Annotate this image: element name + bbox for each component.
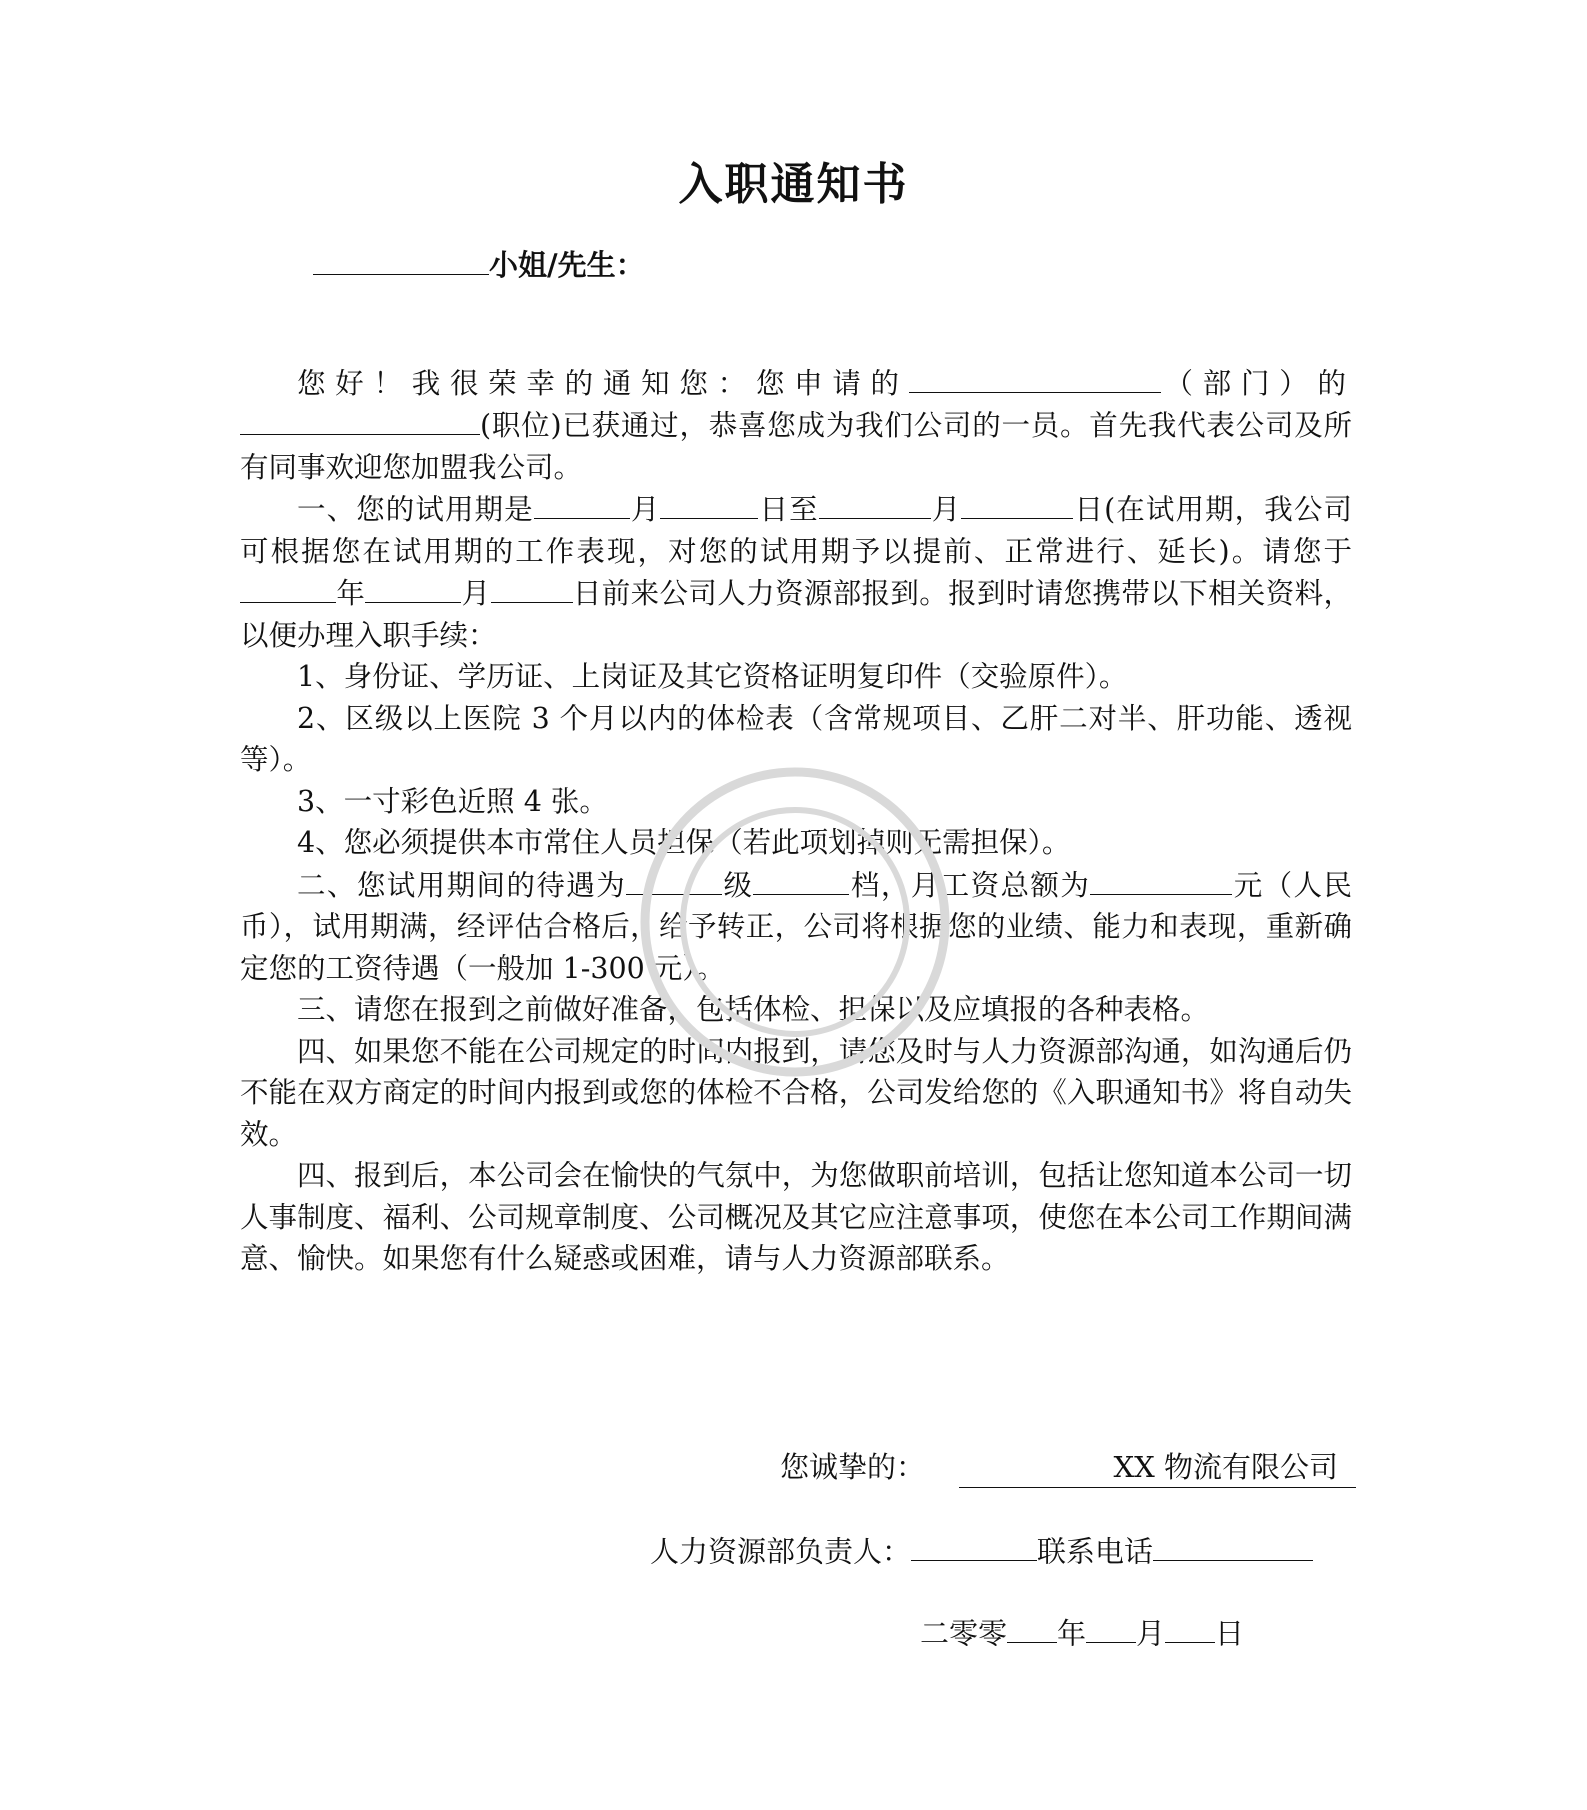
letter-body <box>240 362 1352 1280</box>
grade-blank[interactable] <box>626 864 722 895</box>
report-month-label: 月 <box>461 577 491 611</box>
report-day-blank[interactable] <box>491 572 573 603</box>
probation-text-a: 一、您的试用期是 <box>297 493 534 527</box>
list-item-guarantee: 4、您必须提供本市常住人员担保（若此项划掉则无需担保）。 <box>297 826 1071 860</box>
salutation-text: 小姐/先生： <box>489 248 645 282</box>
paragraph-salary <box>240 864 1352 989</box>
report-year-blank[interactable] <box>240 572 336 603</box>
hr-label: 人力资源部负责人： <box>650 1534 912 1569</box>
list-item-medical: 2、区级以上医院 3 个月以内的体检表（含常规项目、乙肝二对半、肝功能、透视等）。 <box>240 701 1352 777</box>
company-name: XX 物流有限公司 <box>959 1447 1356 1488</box>
probation-end-day-blank[interactable] <box>961 488 1073 519</box>
salary-amount-blank[interactable] <box>1090 864 1232 895</box>
probation-start-month-blank[interactable] <box>534 488 630 519</box>
probation-text-c: 日(在试用期，我公司可根据您在试用期的工作表现，对您的试用期予以提前、正常进行、延长)。请您于 <box>240 493 1352 568</box>
report-year-label: 年 <box>336 577 366 611</box>
phone-label: 联系电话 <box>1037 1534 1154 1569</box>
date-year-blank[interactable] <box>1007 1612 1057 1643</box>
date-day-label: 日 <box>1215 1616 1245 1651</box>
intro-text-b: （部门）的 <box>1160 366 1352 400</box>
sincerely-label: 您诚挚的： <box>780 1450 926 1484</box>
probation-month-label-2: 月 <box>930 493 962 527</box>
phone-blank[interactable] <box>1153 1530 1313 1561</box>
grade-label: 级 <box>722 868 754 902</box>
date-month-label: 月 <box>1136 1616 1166 1651</box>
probation-month-label-1: 月 <box>629 493 661 527</box>
salary-text-a: 二、您试用期间的待遇为 <box>297 868 627 902</box>
date-day-blank[interactable] <box>1165 1612 1215 1643</box>
salary-text-b: 档，月工资总额为 <box>849 868 1091 902</box>
probation-text-d: 日前来公司人力资源部报到。报到时请您携带以下相关资料，以便办理入职手续： <box>240 577 1352 652</box>
report-month-blank[interactable] <box>365 572 461 603</box>
position-blank[interactable] <box>240 404 480 435</box>
signature-hr-line <box>650 1530 1313 1571</box>
intro-text-c: (职位)已获通过，恭喜您成为我们公司的一员。首先我代表公司及所有同事欢迎您加盟我公司。 <box>240 409 1352 484</box>
paragraph-probation <box>240 488 1352 656</box>
salutation <box>313 243 645 284</box>
paragraph-training: 四、报到后，本公司会在愉快的气氛中，为您做职前培训，包括让您知道本公司一切人事制度、福利、公司规章制度、公司概况及其它应注意事项，使您在本公司工作期间满意、愉快。如果您有什么疑惑或困难，请与人力资源部联系。 <box>240 1159 1352 1276</box>
list-item-id-docs: 1、身份证、学历证、上岗证及其它资格证明复印件（交验原件）。 <box>297 660 1128 694</box>
level-blank[interactable] <box>753 864 849 895</box>
probation-day-label: 日至 <box>758 493 819 527</box>
salary-text-c: 元（人民币），试用期满，经评估合格后，给予转正，公司将根据您的业绩、能力和表现，重新确定您的工资待遇（一般加 1-300 元）。 <box>240 868 1352 985</box>
list-item-photo: 3、一寸彩色近照 4 张。 <box>297 784 608 818</box>
signature-company-line <box>780 1447 1356 1488</box>
paragraph-late-report: 四、如果您不能在公司规定的时间内报到，请您及时与人力资源部沟通，如沟通后仍不能在双方商定的时间内报到或您的体检不合格，公司发给您的《入职通知书》将自动失效。 <box>240 1034 1352 1151</box>
name-blank[interactable] <box>313 244 489 275</box>
paragraph-intro <box>240 362 1352 488</box>
signature-date-line <box>920 1612 1244 1653</box>
department-blank[interactable] <box>909 362 1161 393</box>
date-month-blank[interactable] <box>1086 1612 1136 1643</box>
hr-name-blank[interactable] <box>911 1530 1037 1561</box>
probation-end-month-blank[interactable] <box>819 488 931 519</box>
date-prefix: 二零零 <box>920 1616 1008 1651</box>
document-title: 入职通知书 <box>678 159 909 210</box>
paragraph-prepare: 三、请您在报到之前做好准备，包括体检、担保以及应填报的各种表格。 <box>297 993 1210 1027</box>
intro-text-a: 您好！我很荣幸的通知您：您申请的 <box>297 366 909 400</box>
date-year-label: 年 <box>1057 1616 1087 1651</box>
probation-start-day-blank[interactable] <box>660 488 758 519</box>
